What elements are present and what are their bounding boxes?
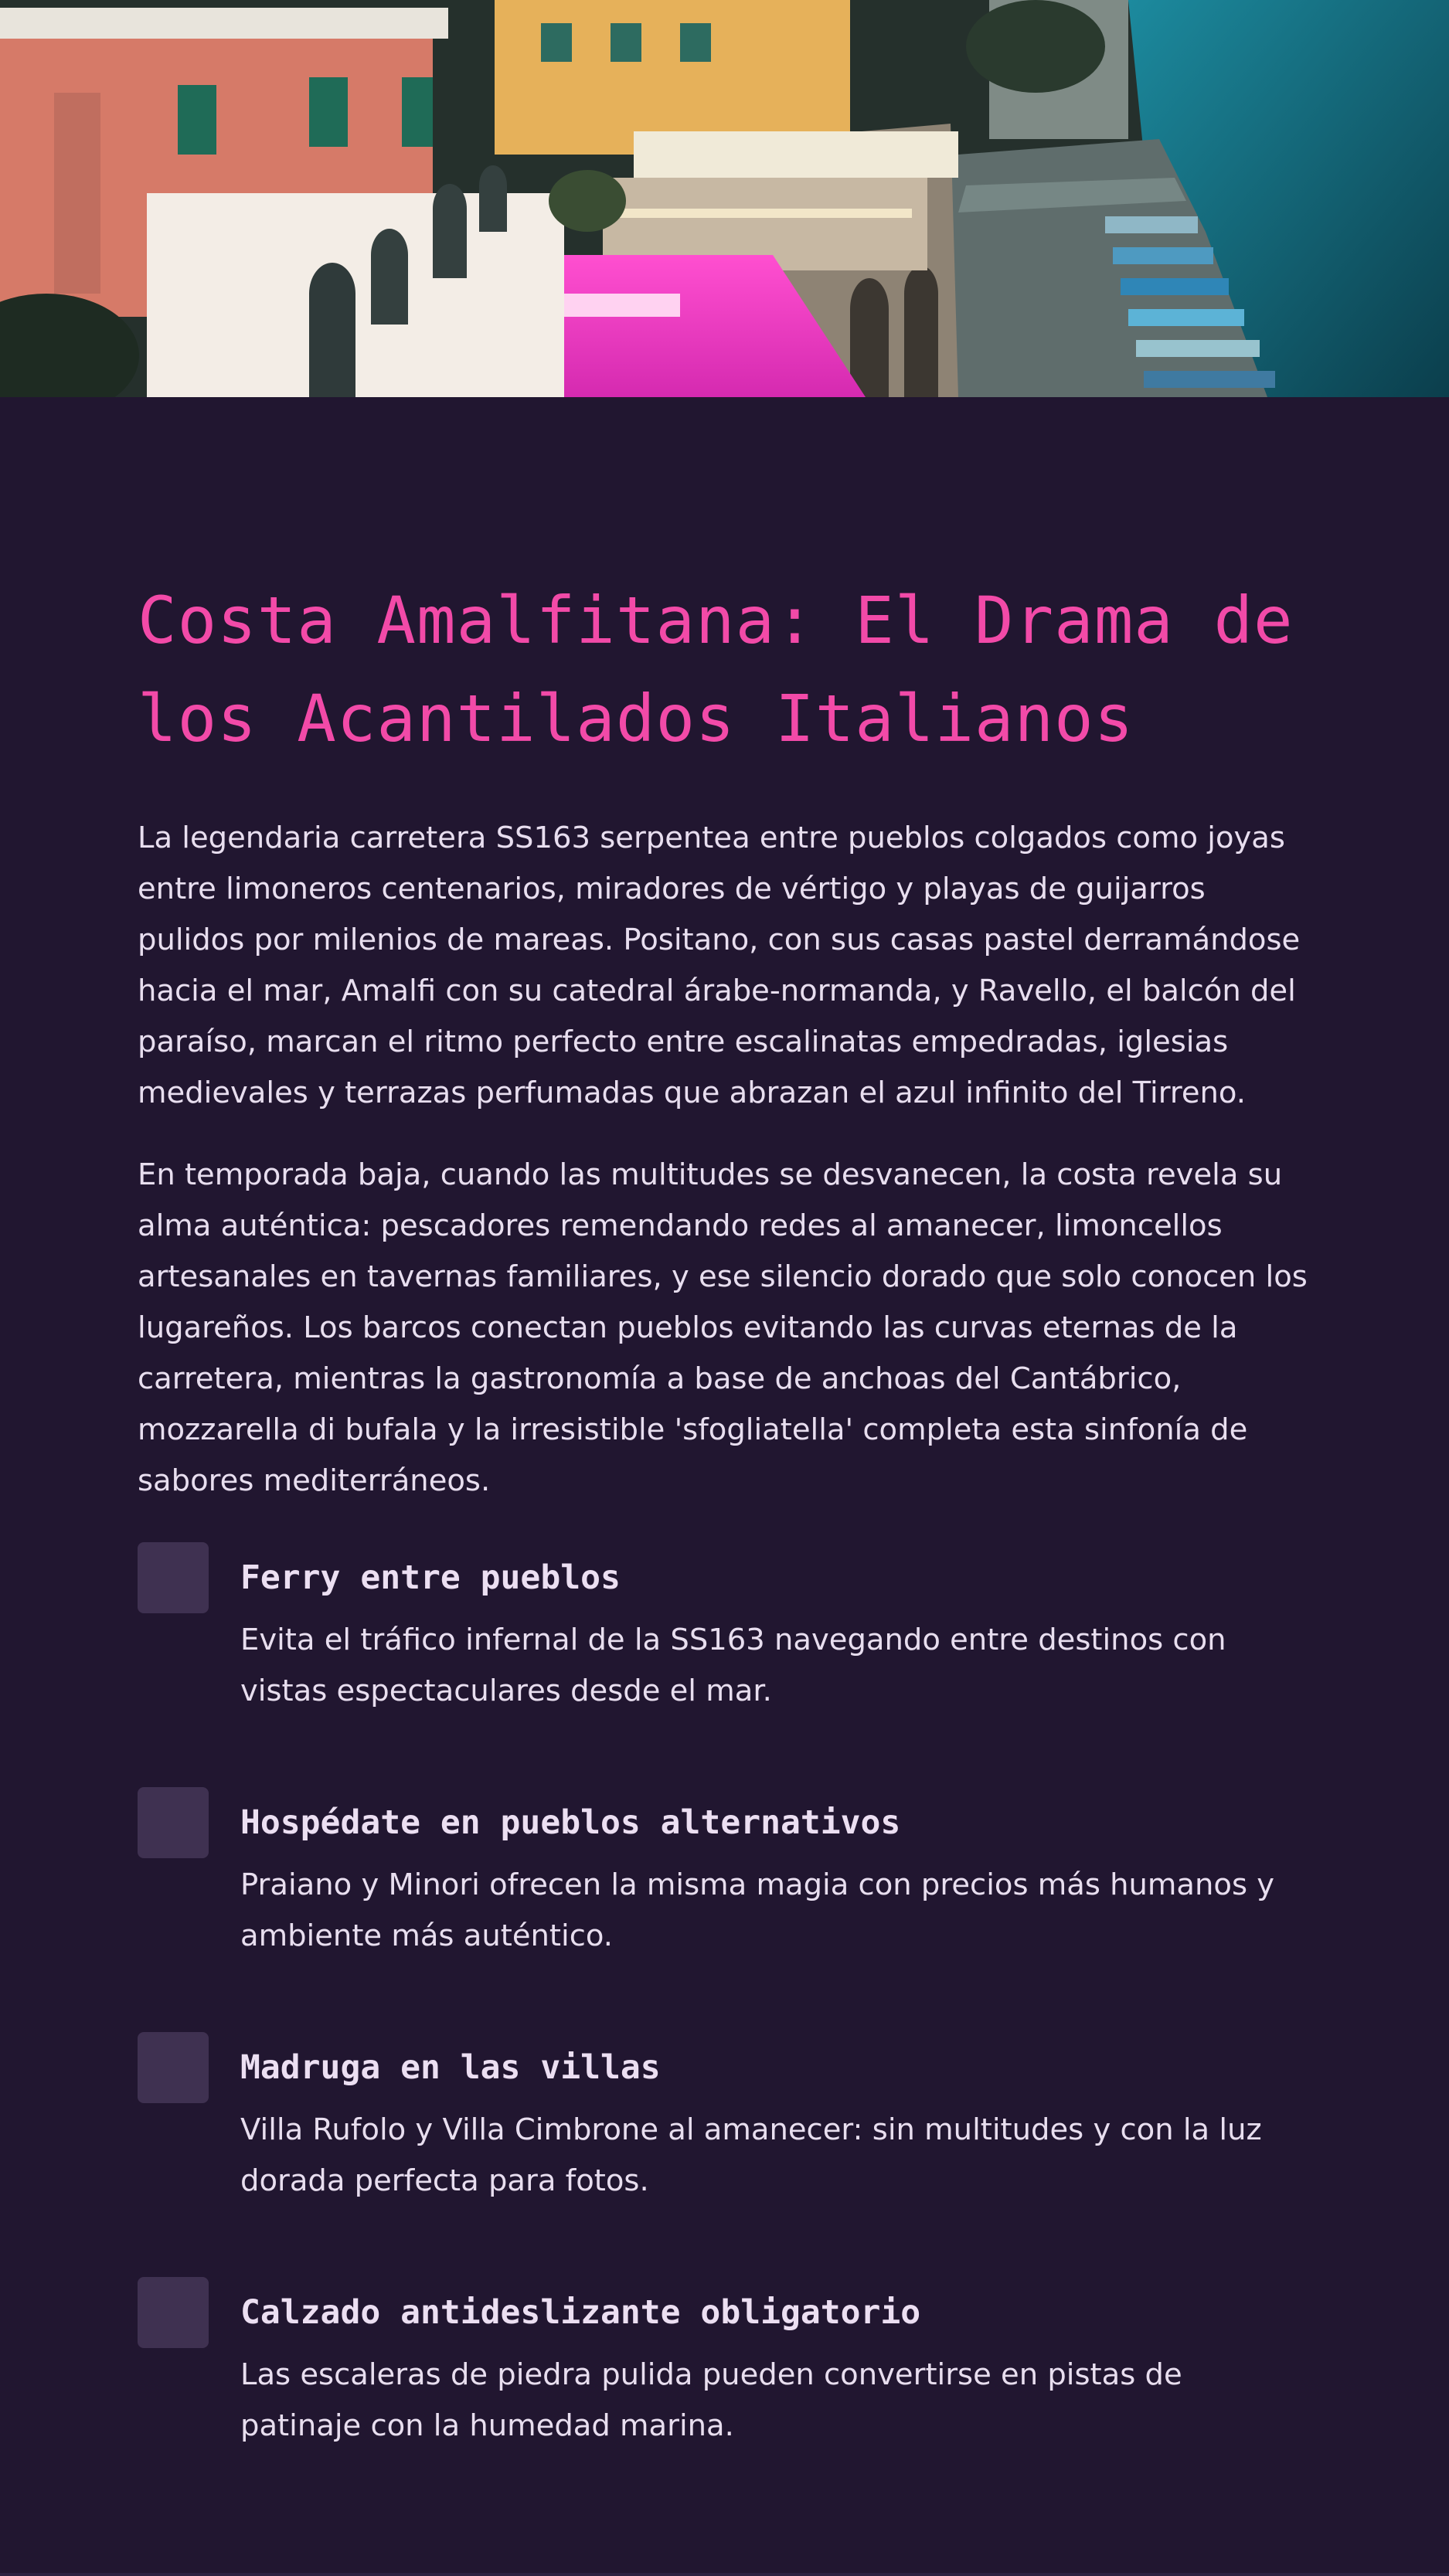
tip-title: Calzado antideslizante obligatorio	[240, 2293, 921, 2332]
page-bottom-divider	[0, 2573, 1449, 2576]
tip-title: Ferry entre pueblos	[240, 1558, 621, 1597]
tip-text: Praiano y Minori ofrecen la misma magia con precios más humanos y ambiente más auténtico.	[240, 1867, 1275, 1953]
intro-paragraph: La legendaria carretera SS163 serpentea entre pueblos colgados como joyas entre limoneros centenarios, miradores de vértigo y playas de guijarros pulidos por milenios de mareas. Positano, con sus casas pastel derramándose hacia el mar, Amalfi con su catedral árabe-normanda, y Ravello, el balcón del paraíso, marcan el ritmo perfecto entre escalinatas empedradas, iglesias medievales y terrazas perfumadas que abrazan el azul infinito del Tirreno.	[138, 821, 1301, 1110]
tip-text: Las escaleras de piedra pulida pueden convertirse en pistas de patinaje con la humedad marina.	[240, 2357, 1182, 2443]
season-paragraph: En temporada baja, cuando las multitudes se desvanecen, la costa revela su alma auténtica: pescadores remendando redes al amanecer, limoncellos artesanales en tavernas familiares, y ese silencio dorado que solo conocen los lugareños. Los barcos conectan pueblos evitando las curvas eternas de la carretera, mientras la gastronomía a base de anchoas del Cantábrico, mozzarella di bufala y la irresistible 'sfogliatella' completa esta sinfonía de sabores mediterráneos.	[138, 1157, 1308, 1498]
tip-item	[138, 2032, 1312, 2277]
tip-item	[138, 2277, 1312, 2522]
tip-item	[138, 1787, 1312, 2032]
tips-list	[138, 1542, 1312, 2522]
article-title: Costa Amalfitana: El Drama de los Acantilados Italianos	[138, 583, 1294, 756]
tip-item	[138, 1542, 1312, 1787]
tip-icon	[138, 2032, 209, 2103]
tip-icon	[138, 1542, 209, 1613]
tip-text: Villa Rufolo y Villa Cimbrone al amanecer: sin multitudes y con la luz dorada perfecta para fotos.	[240, 2112, 1262, 2198]
hero-image	[0, 0, 1449, 397]
tip-icon	[138, 1787, 209, 1858]
tip-text: Evita el tráfico infernal de la SS163 navegando entre destinos con vistas espectaculares desde el mar.	[240, 1623, 1226, 1708]
article	[138, 397, 1312, 2522]
tip-icon	[138, 2277, 209, 2348]
tip-title: Hospédate en pueblos alternativos	[240, 1803, 901, 1842]
tip-title: Madruga en las villas	[240, 2048, 661, 2087]
